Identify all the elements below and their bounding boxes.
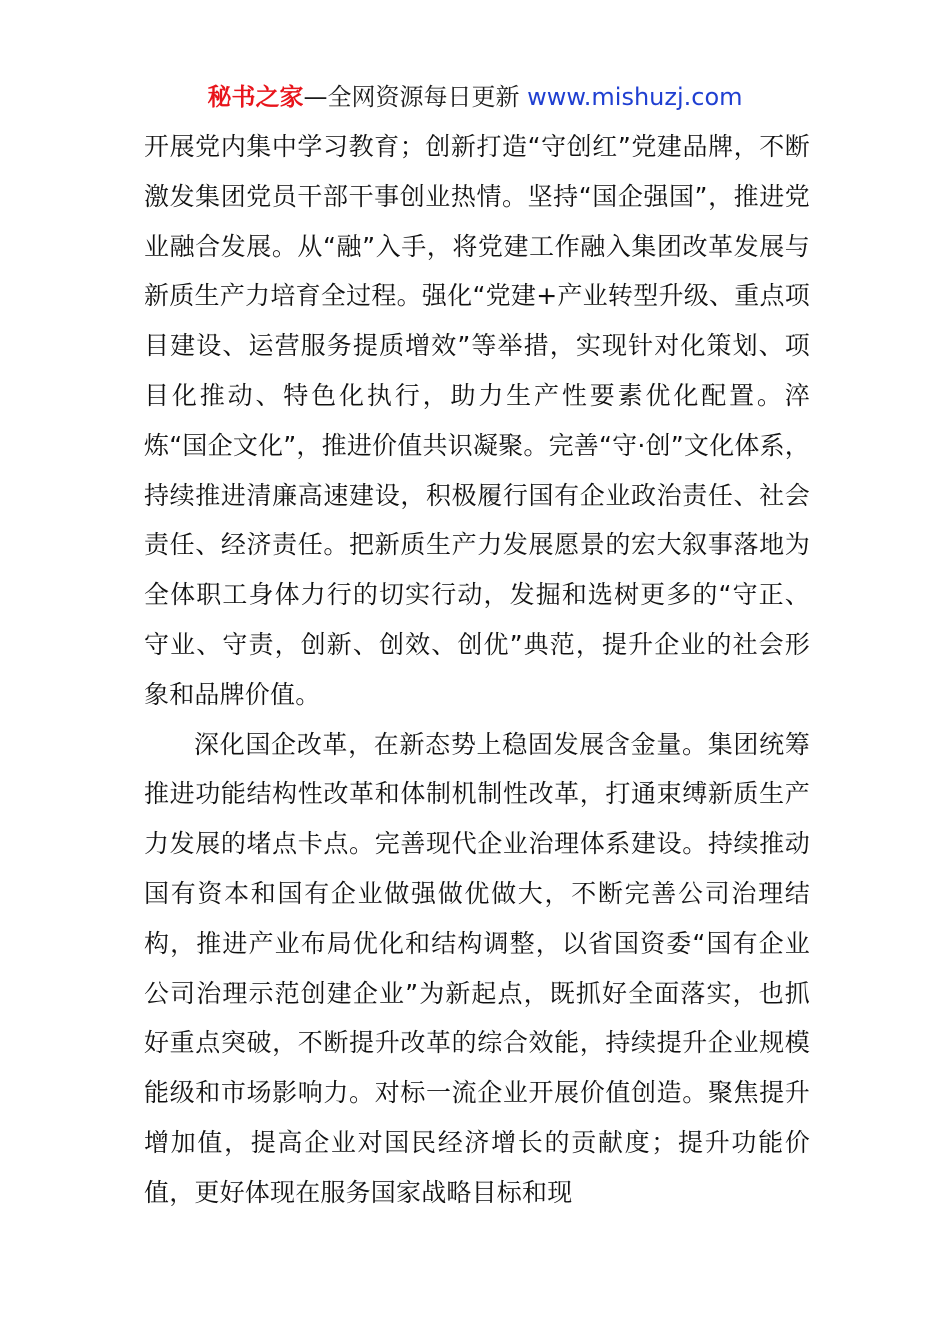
header-tagline: —全网资源每日更新 <box>303 83 520 111</box>
paragraph: 深化国企改革，在新态势上稳固发展含金量。集团统筹推进功能结构性改革和体制机制性改革，打通束缚新质生产力发展的堵点卡点。完善现代企业治理体系建设。持续推动国有资本和国有企业做强做优做大，不断完善公司治理结构，推进产业布局优化和结构调整，以省国资委“国有企业公司治理示范创建企业”为新起点，既抓好全面落实，也抓好重点突破，不断提升改革的综合效能，持续提升企业规模能级和市场影响力。对标一流企业开展价值创造。聚焦提升增加值，提高企业对国民经济增长的贡献度；提升功能价值，更好体现在服务国家战略目标和现 <box>144 729 810 1207</box>
brand-name: 秘书之家 <box>207 83 304 111</box>
page-header <box>0 80 950 114</box>
document-body <box>144 122 810 1218</box>
site-url[interactable]: www.mishuzj.com <box>527 83 743 111</box>
paragraph-continuation: 开展党内集中学习教育；创新打造“守创红”党建品牌，不断激发集团党员干部干事创业热情。坚持“国企强国”，推进党业融合发展。从“融”入手，将党建工作融入集团改革发展与新质生产力培育全过程。强化“党建+产业转型升级、重点项目建设、运营服务提质增效”等举措，实现针对化策划、项目化推动、特色化执行，助力生产性要素优化配置。淬炼“国企文化”，推进价值共识凝聚。完善“守·创”文化体系，持续推进清廉高速建设，积极履行国有企业政治责任、社会责任、经济责任。把新质生产力发展愿景的宏大叙事落地为全体职工身体力行的切实行动，发掘和选树更多的“守正、守业、守责，创新、创效、创优”典范，提升企业的社会形象和品牌价值。 <box>144 132 810 709</box>
